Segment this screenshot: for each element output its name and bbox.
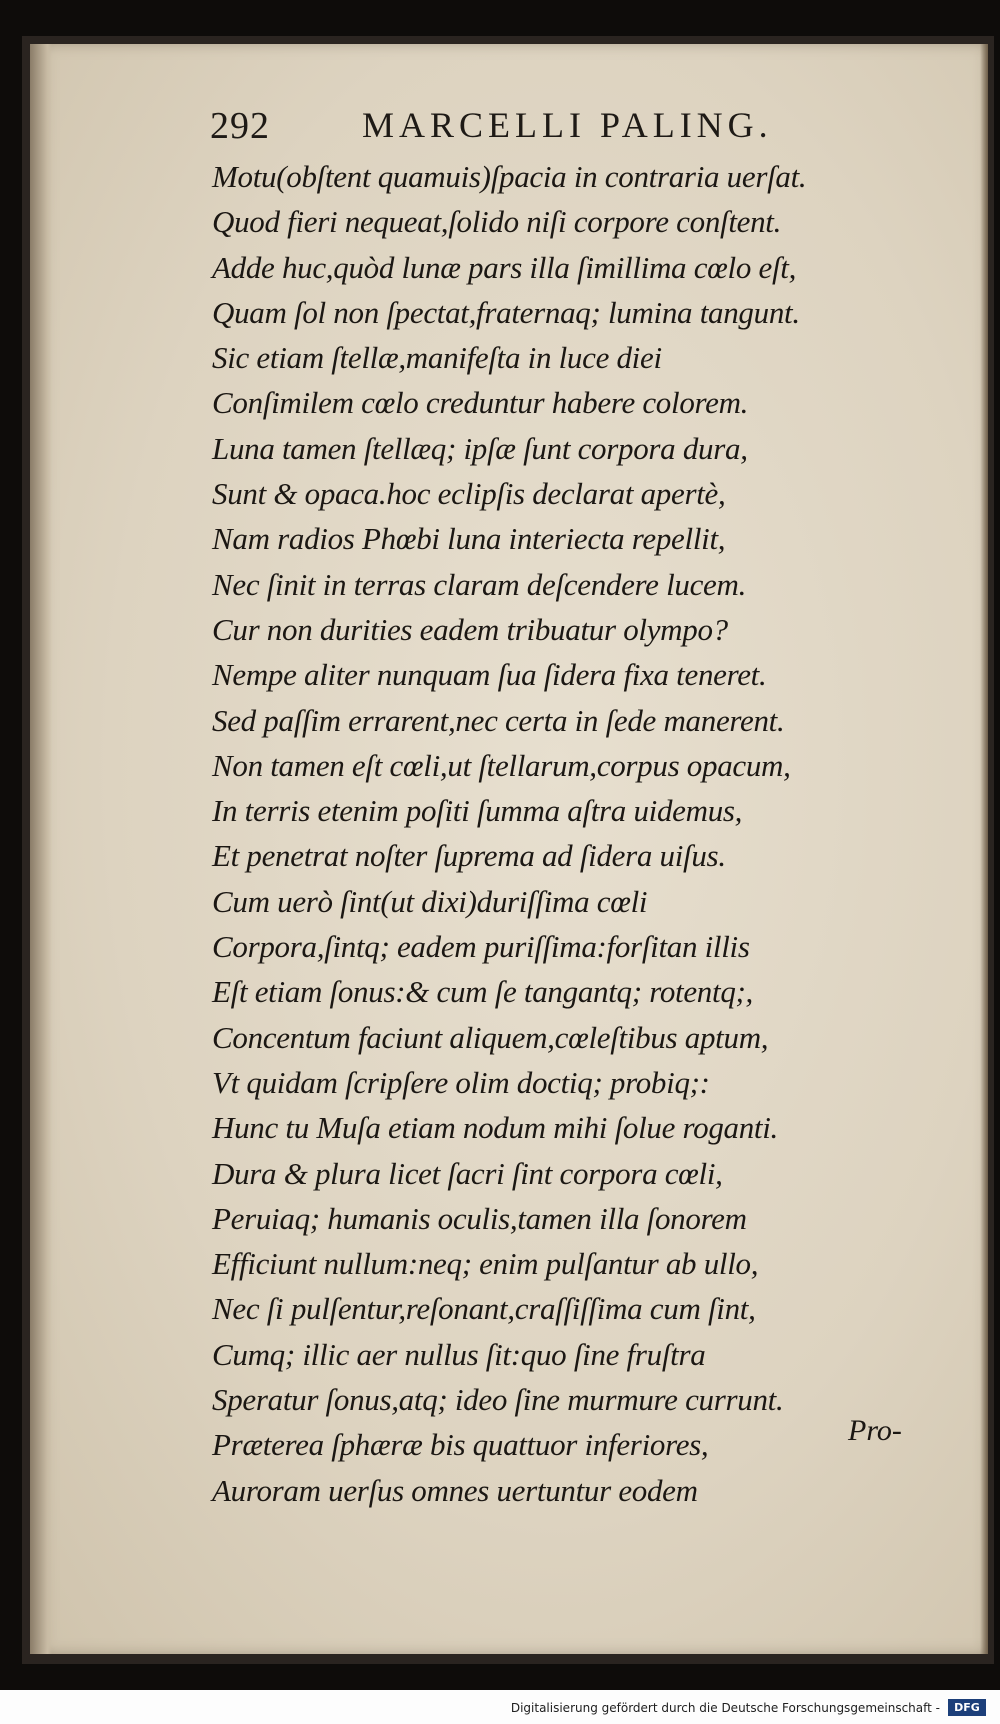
verse-line: Nam radios Phœbi luna interiecta repellit, <box>212 521 726 557</box>
verse-line: Speratur ſonus,atq; ideo ſine murmure currunt. <box>212 1382 784 1418</box>
book-page <box>30 44 988 1654</box>
verse-line: Sunt & opaca.hoc eclipſis declarat apertè, <box>212 476 726 512</box>
verse-line: Concentum faciunt aliquem,cœleſtibus aptum, <box>212 1019 769 1055</box>
verse-line: Nec ſinit in terras claram deſcendere lucem. <box>212 566 747 602</box>
catchword: Pro- <box>848 1414 902 1447</box>
verse-line: Cum uerò ſint(ut dixi)duriſſima cœli <box>212 883 648 919</box>
verse-line: Sic etiam ſtellæ,manifeſta in luce diei <box>212 340 662 376</box>
verse-line: Corpora,ſintq; eadem puriſſima:forſitan illis <box>212 929 750 965</box>
verse-line: Motu(obſtent quamuis)ſpacia in contraria uerſat. <box>212 159 807 194</box>
page-gutter <box>30 44 52 1654</box>
running-head <box>210 104 850 154</box>
verse-line: Præterea ſphæræ bis quattuor inferiores, <box>212 1427 709 1463</box>
verse-line: Efficiunt nullum:neq; enim pulſantur ab ullo, <box>212 1246 759 1282</box>
verse-line: Vt quidam ſcripſere olim doctiq; probiq;: <box>212 1064 710 1100</box>
verse-line: Cur non durities eadem tribuatur olympo? <box>212 611 728 647</box>
verse-line: Quam ſol non ſpectat,fraternaq; lumina tangunt. <box>212 294 800 330</box>
verse-line: Dura & plura licet ſacri ſint corpora cœli, <box>212 1155 723 1191</box>
verse-line: Cumq; illic aer nullus ſit:quo ſine fruſtra <box>212 1336 706 1372</box>
verse-line: Luna tamen ſtellæq; ipſæ ſunt corpora dura, <box>212 430 748 466</box>
verse-line: Sed paſſim errarent,nec certa in ſede manerent. <box>212 702 785 738</box>
verse-line: Conſimilem cœlo creduntur habere colorem. <box>212 385 749 421</box>
verse-line: Nempe aliter nunquam ſua ſidera fixa teneret. <box>212 657 767 693</box>
dfg-logo-icon: DFG <box>948 1699 986 1716</box>
verse-line: Hunc tu Muſa etiam nodum mihi ſolue roganti. <box>212 1110 778 1146</box>
verse-line: Peruiaq; humanis oculis,tamen illa ſonorem <box>212 1200 747 1236</box>
verse-line: Et penetrat noſter ſuprema ad ſidera uiſus. <box>212 838 726 874</box>
verse-line: Non tamen eſt cœli,ut ſtellarum,corpus opacum, <box>212 747 791 783</box>
verse-line: Eſt etiam ſonus:& cum ſe tangantq; rotentq;, <box>212 974 753 1010</box>
verse-line: Nec ſi pulſentur,reſonant,craſſiſſima cum ſint, <box>212 1291 756 1327</box>
page-edge <box>980 44 988 1654</box>
digitization-credit: Digitalisierung gefördert durch die Deutsche Forschungsgemeinschaft - <box>510 1701 940 1715</box>
verse-text <box>212 154 952 1513</box>
running-title: MARCELLI PALING. <box>362 105 773 145</box>
verse-line: Quod fieri nequeat,ſolido niſi corpore conſtent. <box>212 204 782 240</box>
verse-line: Adde huc,quòd lunæ pars illa ſimillima cœlo eſt, <box>212 249 797 285</box>
page-number: 292 <box>210 105 270 147</box>
verse-line: In terris etenim poſiti ſumma aſtra uidemus, <box>212 793 743 829</box>
verse-line: Auroram uerſus omnes uertuntur eodem <box>212 1472 698 1508</box>
